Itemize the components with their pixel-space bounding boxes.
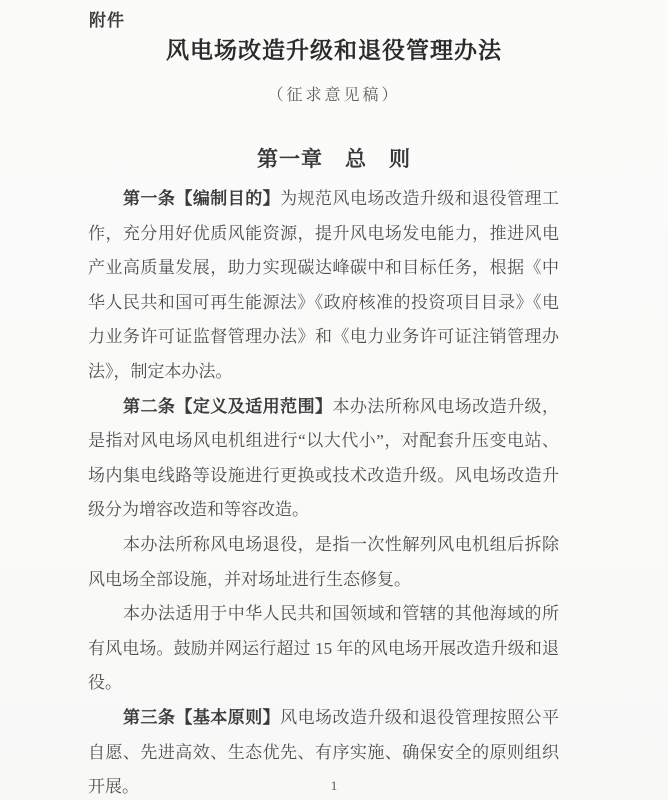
clause-label: 第一条【编制目的】 [123, 189, 281, 208]
document-body [88, 182, 559, 800]
clause-text: 风电场改造升级和退役管理按照公平自愿、先进高效、生态优先、有序实施、确保安全的原则组织开展。 [88, 707, 559, 797]
paragraph [88, 390, 559, 528]
page-number: 1 [330, 778, 338, 793]
clause-text: 本办法适用于中华人民共和国领域和管辖的其他海域的所有风电场。鼓励并网运行超过 15 年的风电场开展改造升级和退役。 [88, 604, 559, 693]
clause-label: 第二条【定义及适用范围】 [123, 396, 333, 416]
paragraph [88, 182, 559, 390]
clause-text: 本办法所称风电场改造升级，是指对风电场风电机组进行“以大代小”，对配套升压变电站、场内集电线路等设施进行更换或技术改造升级。风电场改造升级分为增容改造和等容改造。 [88, 396, 559, 520]
document-subtitle: （征求意见稿） [267, 87, 401, 104]
clause-text: 本办法所称风电场退役，是指一次性解列风电机组后拆除风电场全部设施，并对场址进行生态修复。 [88, 534, 559, 589]
attachment-label: 附件 [89, 11, 125, 30]
paragraph [88, 597, 559, 701]
document-title: 风电场改造升级和退役管理办法 [166, 38, 502, 63]
chapter-heading: 第一章 总 则 [257, 147, 411, 171]
clause-text: 为规范风电场改造升级和退役管理工作，充分用好优质风能资源，提升风电场发电能力，推进风电产业高质量发展，助力实现碳达峰碳中和目标任务，根据《中华人民共和国可再生能源法》《政府核准的投资项目目录》《电力业务许可证监督管理办法》和《电力业务许可证注销管理办法》，制定本办法。 [88, 189, 559, 381]
paragraph [88, 528, 559, 597]
clause-label: 第三条【基本原则】 [123, 707, 281, 727]
